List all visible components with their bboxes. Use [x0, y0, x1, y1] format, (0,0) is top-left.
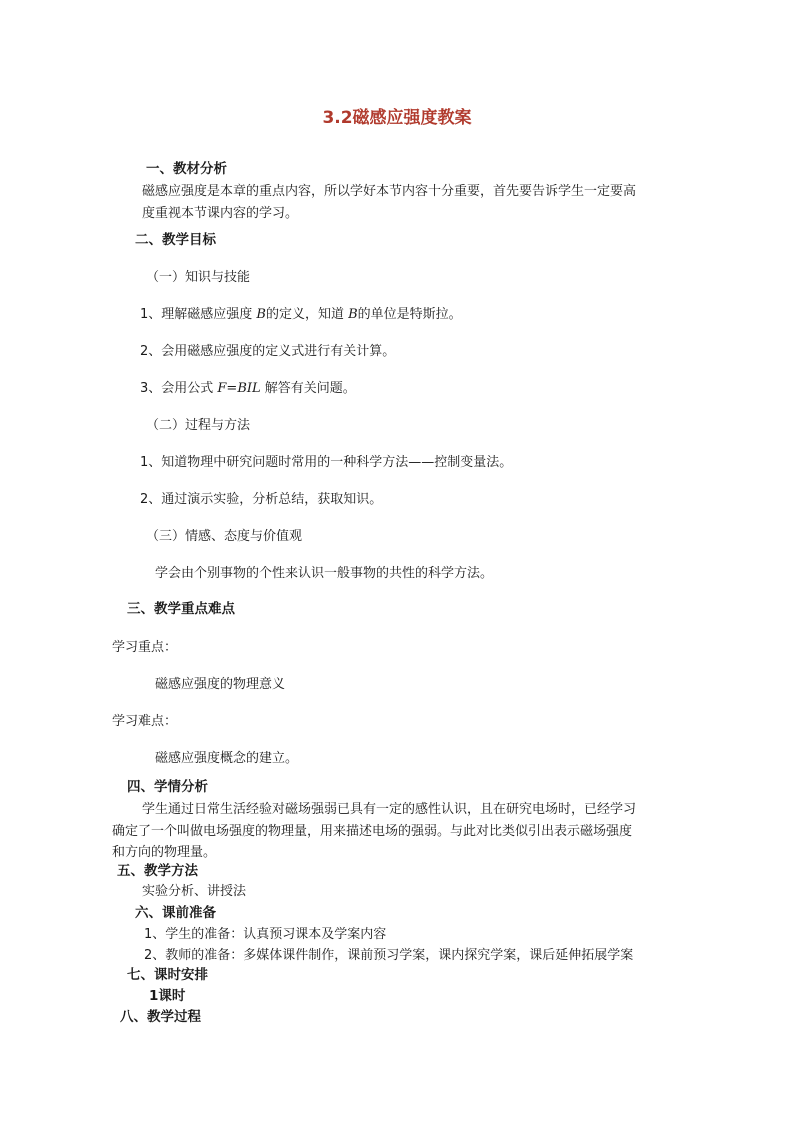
section-heading-6: 六、课前准备 [135, 905, 216, 921]
section-heading-8: 八、教学过程 [120, 1009, 201, 1025]
section-heading-1: 一、教材分析 [146, 161, 227, 177]
list-item: 1、知道物理中研究问题时常用的一种科学方法——控制变量法。 [140, 455, 513, 470]
paragraph-line: 实验分析、讲授法 [142, 884, 247, 899]
paragraph-line: 磁感应强度概念的建立。 [155, 751, 299, 766]
label: 学习重点： [112, 640, 178, 655]
paragraph-line: 度重视本节课内容的学习。 [142, 206, 299, 221]
section-heading-5: 五、教学方法 [117, 863, 198, 879]
subsection-heading: （三）情感、态度与价值观 [146, 529, 303, 544]
section-heading-7: 七、课时安排 [127, 967, 208, 983]
label: 学习难点： [112, 714, 178, 729]
list-item: 2、通过演示实验，分析总结，获取知识。 [140, 492, 383, 507]
paragraph-line: 磁感应强度是本章的重点内容，所以学好本节内容十分重要，首先要告诉学生一定要高 [142, 184, 637, 199]
paragraph-line: 确定了一个叫做电场强度的物理量，用来描述电场的强弱。与此对比类似引出表示磁场强度 [112, 824, 633, 839]
list-item: 1、学生的准备：认真预习课本及学案内容 [144, 927, 387, 942]
paragraph-line: 学会由个别事物的个性来认识一般事物的共性的科学方法。 [155, 566, 494, 581]
subsection-heading: （二）过程与方法 [146, 418, 251, 433]
section-heading-3: 三、教学重点难点 [127, 601, 235, 617]
paragraph-line: 学生通过日常生活经验对磁场强弱已具有一定的感性认识，且在研究电场时，已经学习 [142, 802, 637, 817]
paragraph-line: 磁感应强度的物理意义 [155, 677, 286, 692]
subsection-heading: （一）知识与技能 [146, 270, 251, 285]
paragraph-line: 和方向的物理量。 [112, 845, 217, 860]
section-heading-4: 四、学情分析 [127, 779, 208, 795]
list-item: 2、会用磁感应强度的定义式进行有关计算。 [140, 344, 396, 359]
paragraph-line: 1课时 [149, 988, 186, 1004]
page-title: 3.2磁感应强度教案 [322, 108, 472, 128]
list-item: 3、会用公式 F=BIL 解答有关问题。 [140, 381, 356, 396]
list-item: 1、理解磁感应强度 B的定义，知道 B的单位是特斯拉。 [140, 307, 462, 322]
list-item: 2、教师的准备：多媒体课件制作，课前预习学案，课内探究学案，课后延伸拓展学案 [144, 948, 634, 963]
section-heading-2: 二、教学目标 [135, 232, 216, 248]
